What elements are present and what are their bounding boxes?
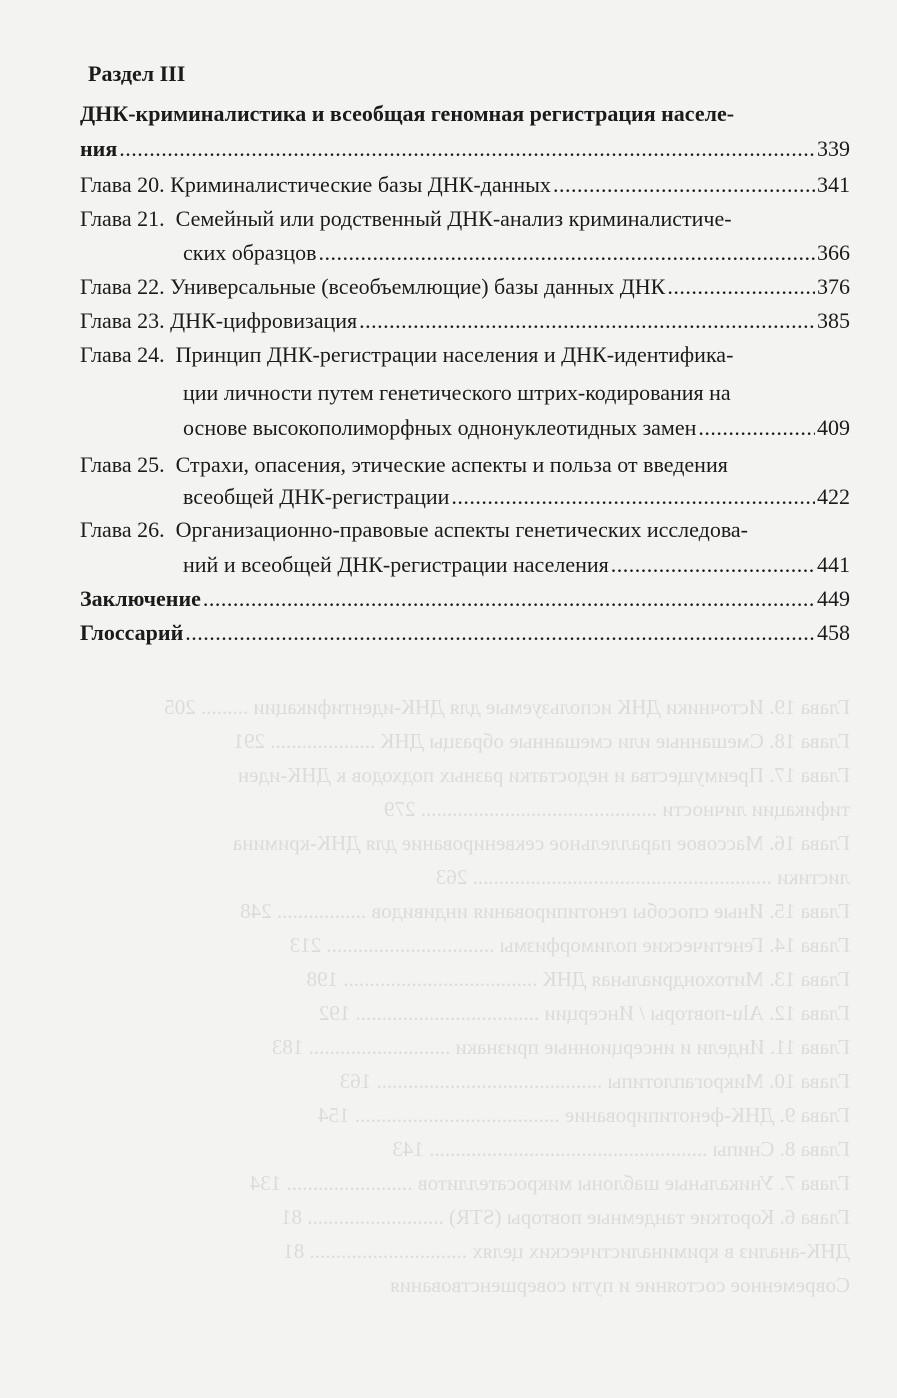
toc-entry-chapter-21[interactable] — [80, 204, 732, 234]
chapter-title: Организационно-правовые аспекты генетических исследова- — [175, 517, 749, 542]
dot-leader — [667, 272, 815, 302]
page-number: 458 — [817, 620, 850, 645]
toc-entry-chapter-25-continuation — [183, 482, 850, 512]
chapter-number: Глава 25. — [80, 452, 165, 477]
page-bleed-through: Глава 19. Источники ДНК используемые для ДНК-идентификации ......... 205 Глава 18. Смешанные или смешанные образцы ДНК .................... 291 Глава 17. Преимущества и недостатки разных подходов к ДНК-иден тификации личности ............................................. 279 Глава 16. Массовое параллельное секвенирование для ДНК-кримина листики ......................................................... 263 Глава 15. Иные способы генотипирования индивидов ................. 248 Глава 14. Генетические полиморфизмы ................................ 213 Глава 13. Митохондриальная ДНК ..................................... 198 Глава 12. Alu-повторы / Инсерции ................................... 192 Глава 11. Индели и инсерционные признаки ........................... 183 Глава 10. Микрогаплотипы ........................................... 163 Глава 9. ДНК-фенотипирование ....................................... 154 Глава 8. Снипы ..................................................... 143 Глава 7. Уникальные шаблоны микросателлитов ........................ 134 Глава 6. Короткие тандемные повторы (STR) .......................... 81 ДНК-анализ в криминалистических целях .............................. 81 Современное состояние и пути совершенствования — [164, 695, 850, 1297]
section-label: Раздел III — [88, 61, 186, 86]
page-number: 449 — [817, 586, 850, 611]
chapter-number: Глава 20. — [80, 172, 165, 197]
chapter-title: Криминалистические базы ДНК-данных — [170, 172, 551, 197]
toc-entry-chapter-20[interactable] — [80, 170, 850, 200]
dot-leader — [359, 306, 815, 336]
page-number: 366 — [817, 240, 850, 265]
section-title: ДНК-криминалистика и всеобщая геномная регистрация населе- — [80, 101, 735, 126]
page-number: 441 — [817, 552, 850, 577]
chapter-title: Страхи, опасения, этические аспекты и польза от введения — [175, 452, 728, 477]
chapter-title-continuation: всеобщей ДНК-регистрации — [183, 484, 450, 509]
section-title-entry — [80, 134, 850, 164]
chapter-number: Глава 22. — [80, 274, 165, 299]
page-number: 341 — [817, 172, 850, 197]
toc-entry-chapter-24-continuation — [183, 413, 850, 443]
toc-entry-chapter-24[interactable] — [80, 340, 733, 370]
page-number: 409 — [817, 415, 850, 440]
chapter-title-continuation: ских образцов — [183, 240, 317, 265]
page-number: 339 — [817, 136, 850, 161]
dot-leader — [119, 134, 815, 164]
toc-entry-chapter-21-continuation — [183, 238, 850, 268]
toc-entry-chapter-23[interactable] — [80, 306, 850, 336]
toc-entry-chapter-22[interactable] — [80, 272, 850, 302]
chapter-title: Универсальные (всеобъемлющие) базы данных ДНК — [170, 274, 666, 299]
toc-entry-chapter-26-continuation — [183, 550, 850, 580]
conclusion-label: Заключение — [80, 586, 201, 611]
dot-leader — [698, 413, 815, 443]
toc-entry-chapter-26[interactable] — [80, 515, 748, 545]
toc-entry-glossary[interactable] — [80, 618, 850, 648]
dot-leader — [451, 482, 815, 512]
chapter-title-continuation: ции личности путем генетического штрих-кодирования на — [183, 380, 731, 405]
page-number: 385 — [817, 308, 850, 333]
dot-leader — [319, 238, 815, 268]
chapter-number: Глава 23. — [80, 308, 165, 333]
dot-leader — [553, 170, 815, 200]
dot-leader — [611, 550, 815, 580]
chapter-title-continuation: ний и всеобщей ДНК-регистрации населения — [183, 552, 609, 577]
chapter-number: Глава 24. — [80, 342, 165, 367]
chapter-title-continuation: основе высокополиморфных однонуклеотидных замен — [183, 415, 697, 440]
dot-leader — [203, 584, 815, 614]
page-number: 422 — [817, 484, 850, 509]
page-number: 376 — [817, 274, 850, 299]
glossary-label: Глоссарий — [80, 620, 184, 645]
section-title-continuation: ния — [80, 136, 118, 161]
chapter-title: Принцип ДНК-регистрации населения и ДНК-идентифика- — [175, 342, 734, 367]
dot-leader — [185, 618, 815, 648]
chapter-title: ДНК-цифровизация — [170, 308, 358, 333]
table-of-contents — [0, 0, 897, 680]
chapter-number: Глава 26. — [80, 517, 165, 542]
toc-entry-conclusion[interactable] — [80, 584, 850, 614]
chapter-number: Глава 21. — [80, 206, 165, 231]
chapter-title: Семейный или родственный ДНК-анализ криминалистиче- — [175, 206, 732, 231]
toc-entry-chapter-25[interactable] — [80, 450, 728, 480]
